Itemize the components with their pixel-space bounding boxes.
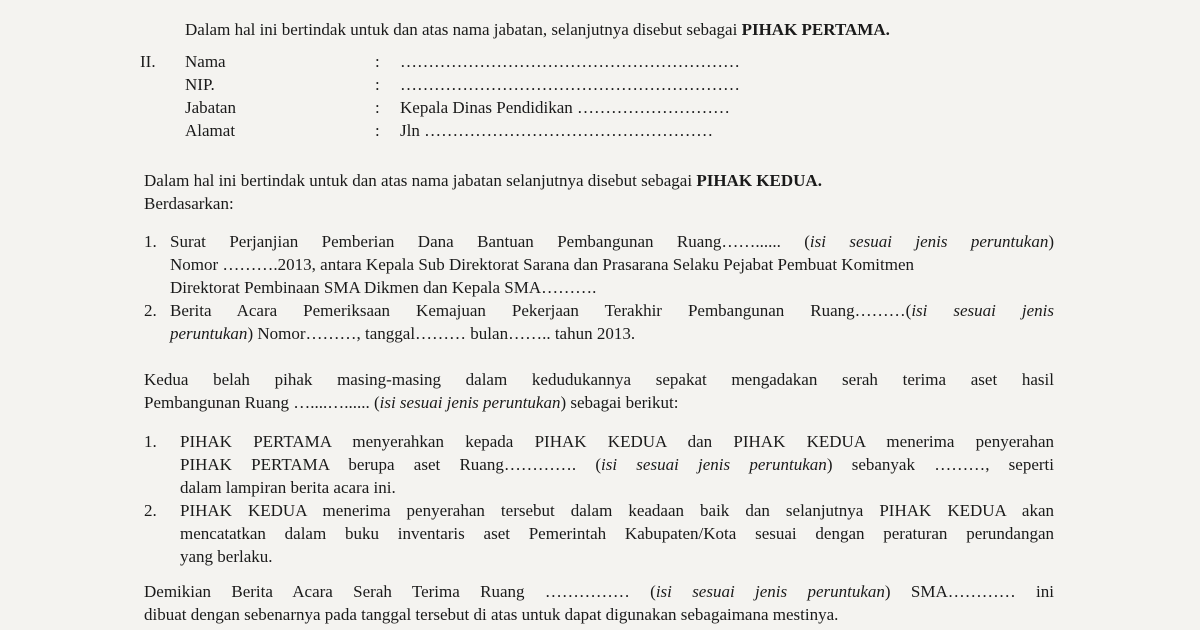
term-2-line-2: mencatatkan dalam buku inventaris aset Pemerintah Kabupaten/Kota sesuai dengan peraturan perundangan xyxy=(180,524,1054,543)
term-1-line-1: PIHAK PERTAMA menyerahkan kepada PIHAK KEDUA dan PIHAK KEDUA menerima penyerahan xyxy=(180,432,1054,451)
field-value: Kepala Dinas Pendidikan ……………………… xyxy=(400,98,731,117)
field-row-alamat xyxy=(185,119,785,142)
field-label: Nama xyxy=(185,52,226,71)
field-value: …………………………………………………… xyxy=(400,52,740,71)
field-value: …………………………………………………… xyxy=(400,75,740,94)
section-roman-numeral: II. xyxy=(140,52,156,71)
field-colon: : xyxy=(375,121,380,140)
basis-item-1-line-1: Surat Perjanjian Pemberian Dana Bantuan Pembangunan Ruang……...... (isi sesuai jenis peruntukan) xyxy=(170,232,1054,251)
term-1-line-3: dalam lampiran berita acara ini. xyxy=(180,478,396,497)
term-2-line-1: PIHAK KEDUA menerima penyerahan tersebut dalam keadaan baik dan selanjutnya PIHAK KEDUA akan xyxy=(180,501,1054,520)
basis-item-2-line-1: Berita Acara Pemeriksaan Kemajuan Pekerjaan Terakhir Pembangunan Ruang………(isi sesuai jenis xyxy=(170,301,1054,320)
agreement-line-2: Pembangunan Ruang …....…...... (isi sesuai jenis peruntukan) sebagai berikut: xyxy=(144,393,679,412)
field-value: Jln …………………………………………… xyxy=(400,121,714,140)
pihak-kedua-label: PIHAK KEDUA. xyxy=(696,171,822,190)
term-1-line-2: PIHAK PERTAMA berupa aset Ruang…………. (isi sesuai jenis peruntukan) sebanyak ………, seperti xyxy=(180,455,1054,474)
list-number: 2. xyxy=(144,301,157,320)
basis-item-1-line-3: Direktorat Pembinaan SMA Dikmen dan Kepala SMA………. xyxy=(170,278,597,297)
field-row-nip xyxy=(185,73,785,96)
basis-item-2-line-2: peruntukan) Nomor………, tanggal……… bulan…….. tahun 2013. xyxy=(170,324,636,343)
list-number: 1. xyxy=(144,232,157,251)
field-colon: : xyxy=(375,75,380,94)
closing-line-1: Demikian Berita Acara Serah Terima Ruang …………… (isi sesuai jenis peruntukan) SMA………… ini xyxy=(144,582,1054,601)
field-row-nama xyxy=(185,50,785,73)
field-colon: : xyxy=(375,98,380,117)
field-label: NIP. xyxy=(185,75,215,94)
list-number: 2. xyxy=(144,501,157,520)
intro-line: Dalam hal ini bertindak untuk dan atas nama jabatan, selanjutnya disebut sebagai PIHAK PERTAMA. xyxy=(185,20,890,39)
field-colon: : xyxy=(375,52,380,71)
term-2-line-3: yang berlaku. xyxy=(180,547,273,566)
pihak-pertama-label: PIHAK PERTAMA. xyxy=(741,20,890,39)
field-label: Jabatan xyxy=(185,98,236,117)
agreement-line-1: Kedua belah pihak masing-masing dalam kedudukannya sepakat mengadakan serah terima aset hasil xyxy=(144,370,1054,389)
field-row-jabatan xyxy=(185,96,785,119)
list-number: 1. xyxy=(144,432,157,451)
party2-description: Dalam hal ini bertindak untuk dan atas nama jabatan selanjutnya disebut sebagai PIHAK KEDUA. xyxy=(144,171,822,190)
berdasarkan-heading: Berdasarkan: xyxy=(144,194,234,213)
basis-item-1-line-2: Nomor ……….2013, antara Kepala Sub Direktorat Sarana dan Prasarana Selaku Pejabat Pembuat Komitmen xyxy=(170,255,915,274)
field-label: Alamat xyxy=(185,121,236,140)
closing-line-2: dibuat dengan sebenarnya pada tanggal tersebut di atas untuk dapat digunakan sebagaimana mestinya. xyxy=(144,605,839,624)
